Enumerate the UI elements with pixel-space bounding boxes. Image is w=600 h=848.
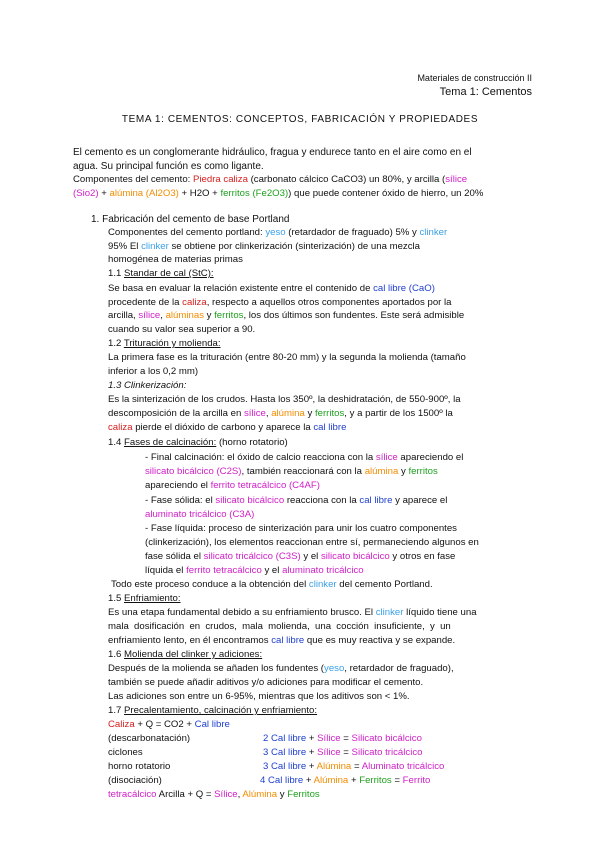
section-1-1-heading (108, 267, 214, 280)
stage-label-descarbonatacion: (descarbonatación) (108, 733, 191, 744)
heading-text: Molienda del clinker y adiciones: (124, 649, 263, 660)
term-clinker: clinker (308, 579, 337, 590)
heading-text: Enfriamiento: (124, 593, 181, 604)
term-ferritos: ferritos (214, 310, 244, 321)
term-silicato-tricalcico: Silicato tricálcico (351, 747, 423, 758)
text: + (306, 747, 318, 758)
s14-line-10 (111, 578, 433, 591)
text: líquido tiene una (403, 607, 477, 618)
term-aluminato-tricalcico: Aluminato tricálcico (361, 761, 445, 772)
term-yeso: yeso (265, 227, 286, 238)
s12-line-2: inferior a los 0,2 mm) (108, 366, 199, 377)
s14-line-9 (145, 564, 364, 577)
s1-line-3: homogénea de materias primas (108, 254, 243, 265)
term-silice: sílice (445, 174, 468, 185)
text: , respecto a aquellos otros componentes aportados por la (206, 297, 452, 308)
term-ferritos: Ferritos (359, 775, 392, 786)
term-alumina: alúmina (364, 466, 399, 477)
s14-line-8 (145, 550, 455, 563)
reaction-5 (260, 774, 430, 787)
text: + (303, 775, 314, 786)
text: + (348, 775, 360, 786)
intro-line-3 (73, 173, 467, 186)
heading-text: Trituración y molienda: (123, 338, 221, 349)
term-alumina: alúmina (271, 408, 305, 419)
text: fase sólida el (145, 551, 204, 562)
text: = (340, 733, 352, 744)
s1-line-1 (108, 226, 447, 239)
text: pierde el dióxido de carbono y aparece la (132, 422, 314, 433)
term-c2s: silicato bicálcico (C2S) (145, 466, 242, 477)
term-cal-libre: 2 Cal libre (263, 733, 307, 744)
s16-line-3: Las adiciones son entre un 6-95%, mientras que los aditivos son < 1%. (108, 691, 410, 702)
term-caliza: caliza (182, 297, 207, 308)
text: procedente de la (108, 297, 183, 308)
text: Después de la molienda se añaden los fundentes ( (108, 663, 325, 674)
s14-line-4 (145, 494, 447, 507)
term-silice: sílice (138, 310, 161, 321)
reaction-1 (108, 718, 230, 731)
s11-line-4: cuando su valor sea superior a 90. (108, 324, 256, 335)
reaction-3 (263, 746, 422, 759)
term-sio2: (Sio2) (73, 188, 99, 199)
text: - Final calcinación: el óxido de calcio reacciona con la (145, 452, 376, 463)
text: , los dos últimos son fundentes. Este será admisible (243, 310, 465, 321)
term-c4af: ferrito tetracálcico (C4AF) (210, 480, 320, 491)
section-1-heading: 1. Fabricación del cemento de base Portland (91, 214, 290, 225)
term-ferritos: Ferritos (287, 789, 320, 800)
text: , (265, 408, 272, 419)
term-alumina: alúminas (165, 310, 204, 321)
text: reacciona con la (284, 495, 360, 506)
term-cal-libre: cal libre (359, 495, 393, 506)
text: 1.7 (108, 705, 125, 716)
s13-line-1: Es la sinterización de los crudos. Hasta los 350º, la deshidratación, de 550-900º, la (108, 394, 461, 405)
term-silicato-bicalcico: silicato bicálcico (215, 495, 285, 506)
text: y (204, 310, 215, 321)
s16-line-2: también se puede añadir aditivos y/o adiciones para modificar el cemento. (108, 677, 424, 688)
s11-line-3 (108, 309, 464, 322)
term-ferrito-tetracalcico: ferrito tetracálcico (186, 565, 262, 576)
term-alumina: Alúmina (313, 775, 349, 786)
text: Arcilla + Q = (156, 789, 215, 800)
term-cal-libre: 3 Cal libre (263, 761, 307, 772)
term-clinker: clinker (375, 607, 404, 618)
term-silice: Sílice (214, 789, 238, 800)
stage-label-horno: horno rotatorio (108, 761, 171, 772)
term-caliza: caliza (108, 422, 133, 433)
term-yeso: yeso (324, 663, 345, 674)
s14-line-7: (clinkerización), los elementos reaccionan entre sí, permaneciendo algunos en (145, 537, 479, 548)
text: (horno rotatorio) (216, 437, 288, 448)
s14-line-2 (145, 465, 438, 478)
s16-line-1 (108, 662, 454, 675)
term-c3s: silicato tricálcico (C3S) (203, 551, 301, 562)
text: + (306, 733, 318, 744)
term-aluminato-tricalcico: aluminato tricálcico (282, 565, 364, 576)
term-ferrito: Ferrito (402, 775, 431, 786)
s14-line-1 (145, 451, 463, 464)
reaction-2 (263, 732, 422, 745)
term-alumina: Alúmina (242, 789, 278, 800)
text: = (391, 775, 403, 786)
stage-label-ciclones: ciclones (108, 747, 143, 758)
text: y (398, 466, 409, 477)
text: , también reaccionará con la (241, 466, 365, 477)
heading-text: Fases de calcinación: (124, 437, 217, 448)
text: y el (261, 565, 283, 576)
text: 1.4 (108, 437, 125, 448)
term-clinker: clinker (141, 241, 169, 252)
topic-name: Tema 1: Cementos (439, 86, 532, 98)
text: apareciendo el (397, 452, 464, 463)
term-cal-libre: cal libre (313, 422, 347, 433)
s11-line-1 (108, 282, 435, 295)
course-name: Materiales de construcción II (417, 73, 532, 83)
term-alumina: alúmina (Al2O3) (109, 188, 179, 199)
s13-line-3 (108, 421, 346, 434)
text: Componentes del cemento portland: (108, 227, 266, 238)
section-1-3-heading: 1.3 Clinkerización: (108, 380, 187, 391)
intro-line-4 (73, 187, 483, 200)
text: + Q = CO2 + (134, 719, 195, 730)
s15-line-3 (108, 634, 455, 647)
term-tetracalcico: tetracálcico (108, 789, 157, 800)
term-alumina: Alúmina (316, 761, 352, 772)
reaction-4 (263, 760, 444, 773)
text: del cemento Portland. (336, 579, 433, 590)
text: apareciendo el (145, 480, 211, 491)
text: , (237, 789, 243, 800)
s14-line-6: - Fase líquida: proceso de sinterización para unir los cuatro componentes (145, 523, 457, 534)
text: arcilla, (108, 310, 139, 321)
reaction-6 (108, 788, 320, 801)
term-ferritos: ferritos (314, 408, 345, 419)
text: 95% El (108, 241, 142, 252)
term-silice: Sílice (317, 733, 341, 744)
text: + (98, 188, 110, 199)
section-1-5-heading (108, 592, 181, 605)
text: ) que puede contener óxido de hierro, un 20% (288, 188, 484, 199)
s13-line-2 (108, 407, 453, 420)
text: 1.2 (108, 338, 124, 349)
text: , y a partir de los 1500º la (344, 408, 453, 419)
term-cal-libre: 4 Cal libre (260, 775, 304, 786)
term-cal-libre: cal libre (CaO) (373, 283, 435, 294)
text: y (277, 789, 288, 800)
section-1-6-heading (108, 648, 262, 661)
section-1-7-heading (108, 704, 317, 717)
text: Es una etapa fundamental debido a su enfriamiento brusco. El (108, 607, 376, 618)
text: y aparece el (392, 495, 448, 506)
stage-label-disociacion: (disociación) (108, 775, 162, 786)
heading-text: Standar de cal (StC): (124, 268, 214, 279)
term-c3a: aluminato tricálcico (C3A) (145, 509, 255, 520)
text: , (160, 310, 166, 321)
term-silice: Sílice (317, 747, 341, 758)
term-silice: sílice (244, 408, 266, 419)
text: + (306, 761, 317, 772)
text: y otros en fase (389, 551, 456, 562)
s12-line-1: La primera fase es la trituración (entre 80-20 mm) y la segunda la molienda (tamaño (108, 352, 466, 363)
s11-line-2 (108, 296, 451, 309)
text: (carbonato cálcico CaCO3) un 80%, y arcilla ( (247, 174, 446, 185)
text: Componentes del cemento: (73, 174, 193, 185)
term-cal-libre: 3 Cal libre (263, 747, 307, 758)
text: se obtiene por clinkerización (sinterización) de una mezcla (168, 241, 420, 252)
term-caliza: Piedra caliza (193, 174, 248, 185)
document-title: TEMA 1: CEMENTOS: CONCEPTOS, FABRICACIÓN Y PROPIEDADES (121, 114, 479, 125)
s14-line-3 (145, 479, 320, 492)
text: y el (300, 551, 321, 562)
text: (retardador de fraguado) 5% y (285, 227, 420, 238)
text: que es muy reactiva y se expande. (304, 635, 456, 646)
text: - Fase sólida: el (145, 495, 216, 506)
section-1-4-heading (108, 436, 288, 449)
s14-line-5 (145, 508, 254, 521)
term-clinker: clinker (419, 227, 448, 238)
text: 1.5 (108, 593, 125, 604)
term-cal-libre: Cal libre (194, 719, 230, 730)
text: 1.6 (108, 649, 125, 660)
text: = (351, 761, 362, 772)
text: 1.1 (108, 268, 125, 279)
term-ferritos: ferritos (408, 466, 438, 477)
s1-line-2 (108, 240, 420, 253)
text: = (340, 747, 352, 758)
text: Se basa en evaluar la relación existente entre el contenido de (108, 283, 374, 294)
text: y (304, 408, 315, 419)
intro-line-2: agua. Su principal función es como ligante. (73, 161, 264, 172)
intro-line-1: El cemento es un conglomerante hidráulico, fragua y endurece tanto en el aire como en el (73, 147, 472, 158)
s15-line-1 (108, 606, 477, 619)
term-silice: sílice (375, 452, 398, 463)
section-1-2-heading (108, 337, 221, 350)
term-caliza: Caliza (108, 719, 135, 730)
text: + H2O + (178, 188, 221, 199)
text: enfriamiento lento, en él encontramos (108, 635, 272, 646)
s15-line-2: mala dosificación en crudos, mala molienda, una cocción insuficiente, y un (108, 621, 451, 632)
term-silicato-bicalcico: Silicato bicálcico (351, 733, 422, 744)
term-ferritos: ferritos (Fe2O3) (220, 188, 289, 199)
term-cal-libre: cal libre (271, 635, 305, 646)
text: , retardador de fraguado), (344, 663, 454, 674)
text: descomposición de la arcilla en (108, 408, 244, 419)
heading-text: Precalentamiento, calcinación y enfriamiento: (124, 705, 318, 716)
text: líquida el (145, 565, 187, 576)
text: Todo este proceso conduce a la obtención del (111, 579, 309, 590)
term-silicato-bicalcico: silicato bicálcico (320, 551, 390, 562)
